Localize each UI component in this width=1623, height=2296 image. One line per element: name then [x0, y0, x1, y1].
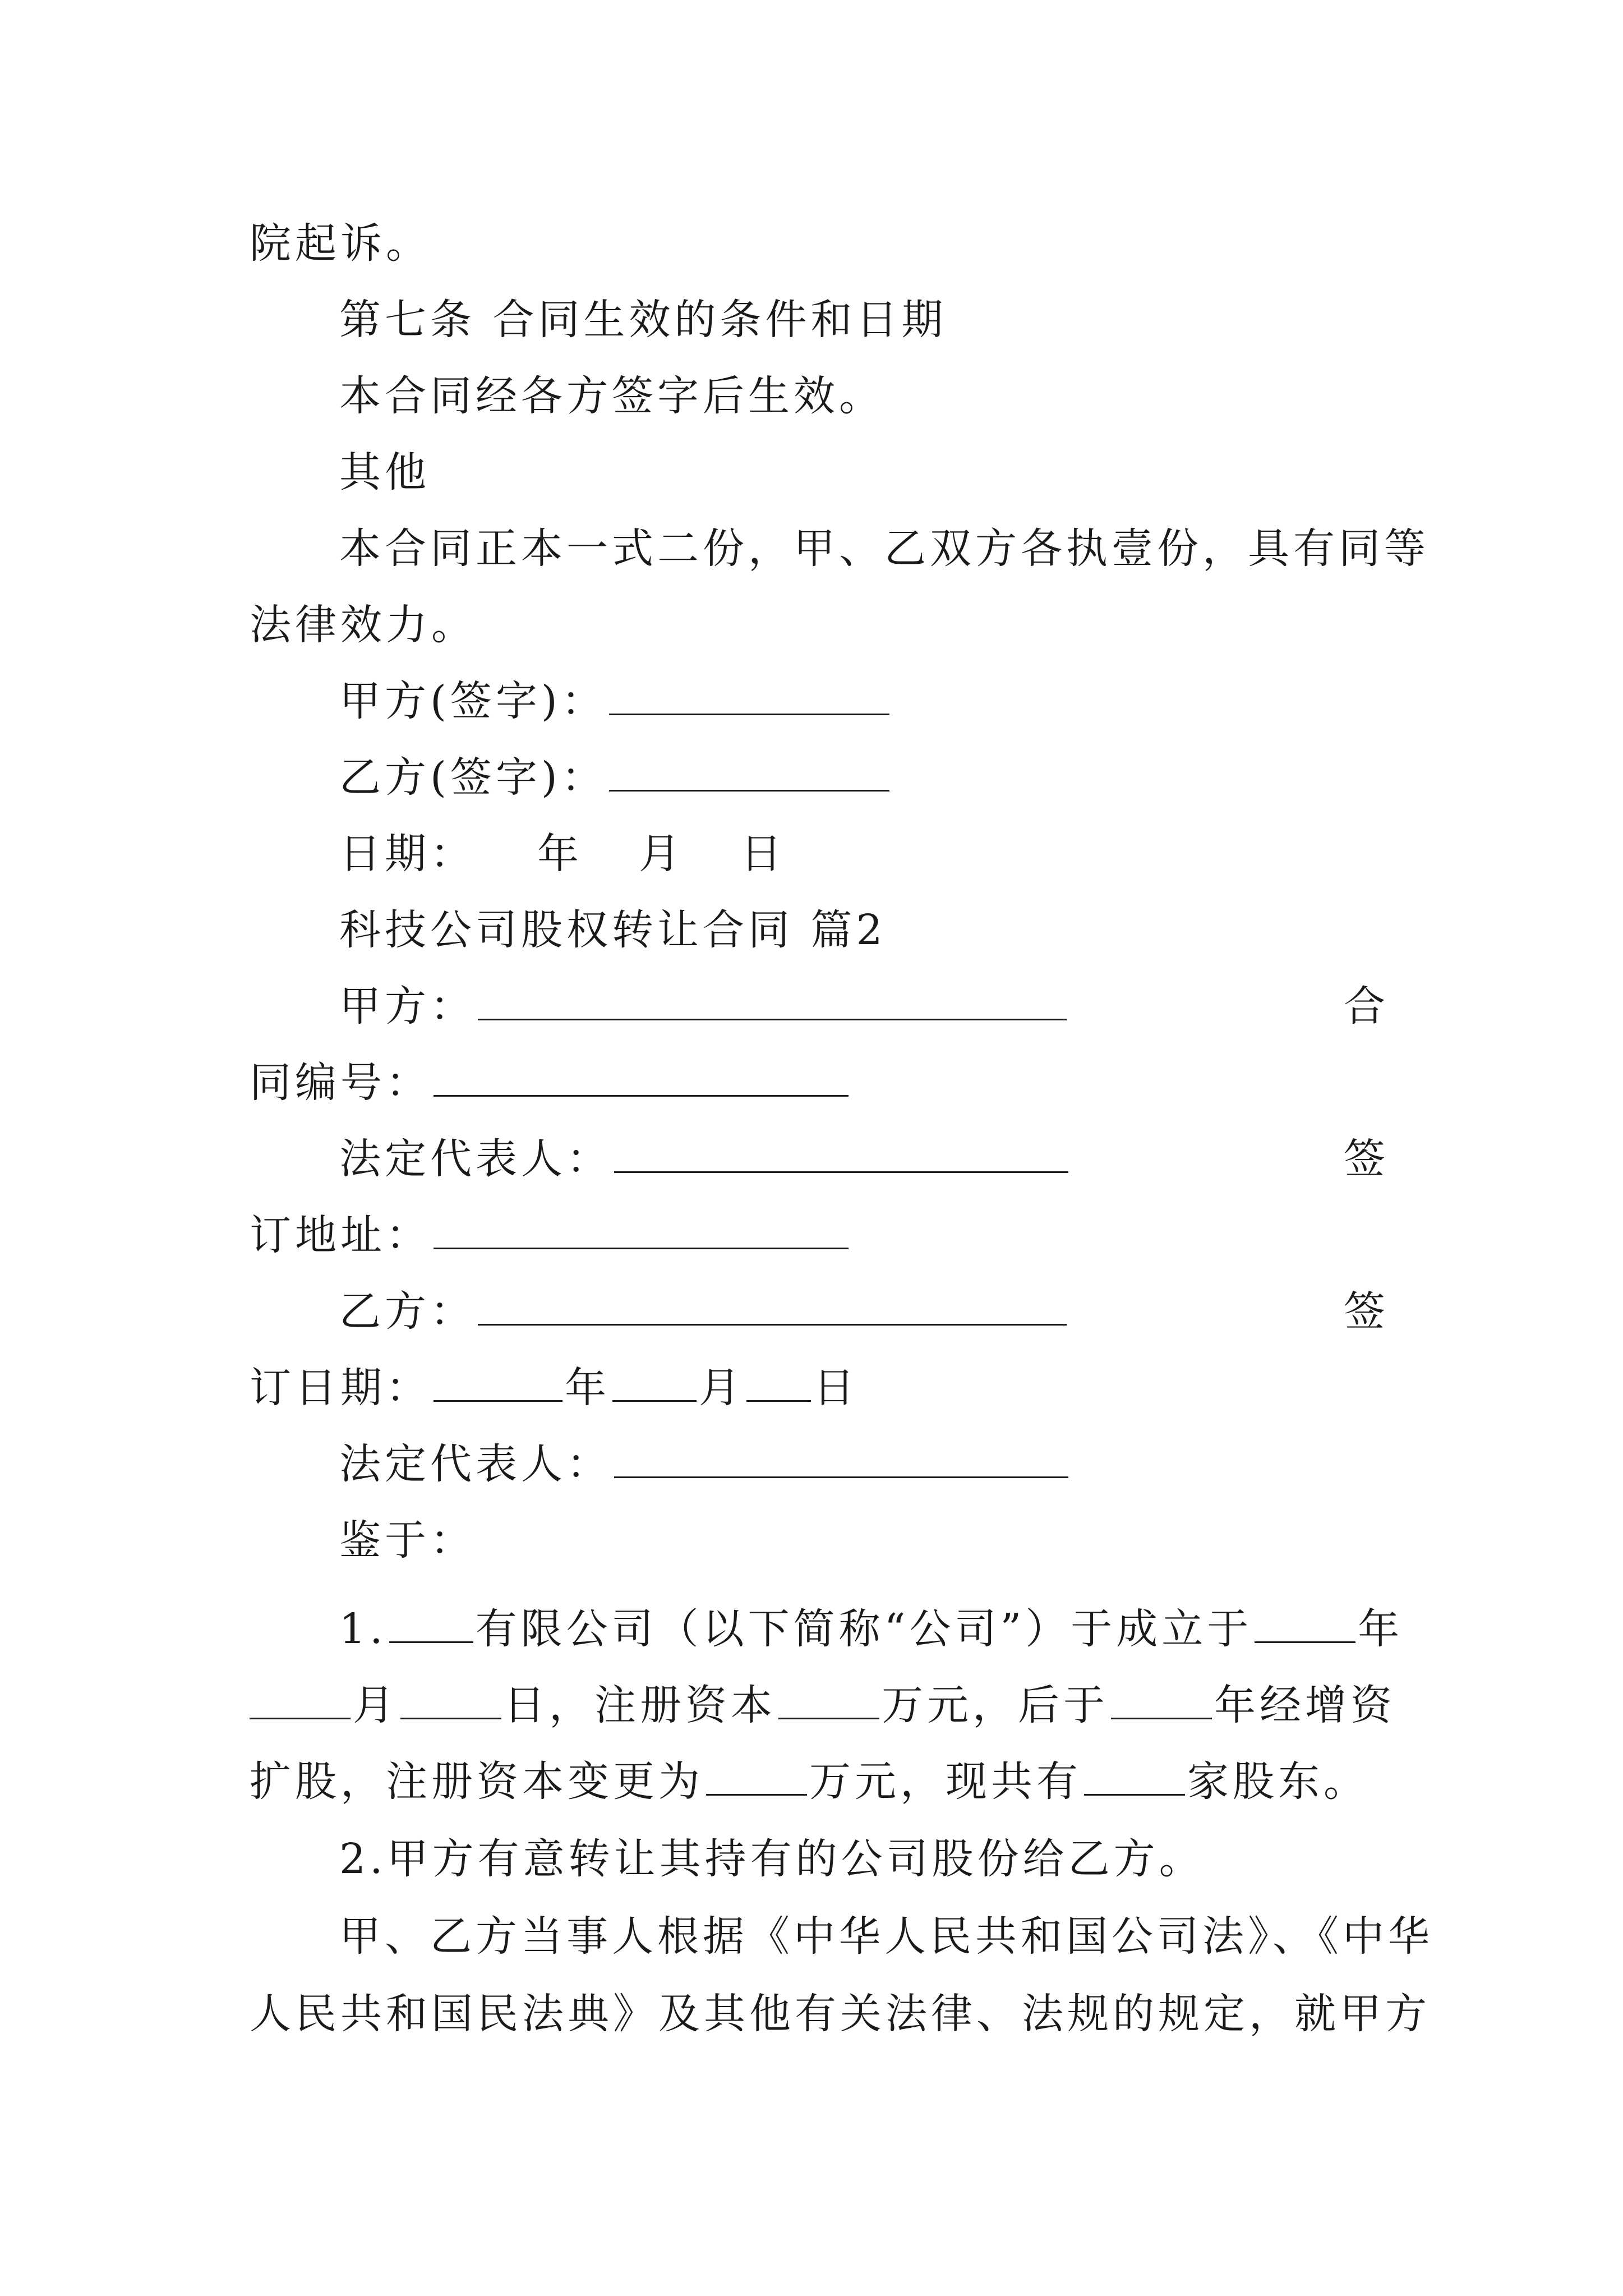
party-a-representative-blank — [614, 1132, 1068, 1173]
text-line: 法律效力。 — [250, 601, 477, 649]
text-line: 甲、乙方当事人根据《中华人民共和国公司法》、《中华 — [339, 1912, 1433, 1961]
capital-unit-text: 万元，后于 — [882, 1681, 1109, 1729]
party-b-label: 乙方： — [339, 1287, 476, 1336]
capital-text: 日，注册资本 — [504, 1681, 776, 1729]
contract-number-line — [250, 1055, 851, 1111]
wrapped-char: 签 — [1344, 1287, 1385, 1336]
company-name-blank — [389, 1602, 473, 1643]
party-b-signature-label: 乙方(签字)： — [339, 753, 607, 802]
contract-number-label: 同编号： — [250, 1059, 431, 1107]
party-b-blank — [478, 1285, 1067, 1326]
founding-year-blank — [1255, 1602, 1355, 1643]
recital-1-continuation — [250, 1677, 1396, 1733]
party-a-label: 甲方： — [339, 982, 476, 1030]
signing-address-label: 订地址： — [250, 1211, 431, 1259]
shareholders-end-text: 家股东。 — [1187, 1757, 1369, 1806]
section-heading: 其他 — [339, 448, 430, 496]
founding-month-label: 月 — [353, 1681, 398, 1729]
recital-1-number: 1. — [339, 1605, 387, 1653]
date-line — [339, 826, 786, 882]
recital-1-text: 有限公司（以下简称“公司”）于成立于 — [475, 1605, 1253, 1653]
changed-capital-blank — [706, 1755, 807, 1796]
recital-2: 2.甲方有意转让其持有的公司股份给乙方。 — [339, 1835, 1205, 1883]
text-line: 人民共和国民法典》及其他有关法律、法规的规定，就甲方 — [250, 1990, 1431, 2038]
shareholders-text: 万元，现共有 — [809, 1757, 1082, 1806]
date-day-label: 日 — [740, 830, 786, 878]
founding-day-blank — [400, 1678, 501, 1719]
signing-date-line — [250, 1360, 859, 1416]
signing-year-blank — [434, 1361, 562, 1402]
contract-number-blank — [434, 1056, 849, 1097]
signing-month-blank — [612, 1361, 697, 1402]
article-heading: 第七条 合同生效的条件和日期 — [339, 296, 947, 344]
date-year-label: 年 — [537, 830, 583, 878]
party-a-blank — [478, 979, 1067, 1020]
party-b-representative-blank — [614, 1437, 1068, 1478]
party-a-representative-line — [339, 1131, 1071, 1187]
changed-capital-text: 扩股，注册资本变更为 — [250, 1757, 704, 1806]
shareholder-count-blank — [1084, 1755, 1185, 1796]
party-b-representative-line — [339, 1436, 1071, 1492]
recitals-heading: 鉴于： — [339, 1516, 476, 1565]
signing-day-label: 日 — [813, 1364, 859, 1412]
founding-month-blank — [250, 1678, 351, 1719]
wrapped-char: 合 — [1344, 982, 1385, 1030]
party-a-line — [339, 978, 1069, 1034]
contract-title: 科技公司股权转让合同 篇2 — [339, 906, 887, 954]
party-b-line — [339, 1283, 1069, 1340]
party-a-signature-blank — [609, 674, 889, 715]
recital-1-year-label: 年 — [1358, 1605, 1404, 1653]
party-a-representative-label: 法定代表人： — [339, 1135, 612, 1183]
recital-1-end — [250, 1754, 1369, 1810]
increase-year-blank — [1111, 1678, 1212, 1719]
signing-day-blank — [746, 1361, 811, 1402]
date-label: 日期： — [339, 830, 476, 878]
recital-1-line — [339, 1601, 1403, 1657]
signing-date-label: 订日期： — [250, 1364, 431, 1412]
increase-text: 年经增资 — [1214, 1681, 1396, 1729]
date-month-label: 月 — [639, 830, 684, 878]
text-line: 本合同经各方签字后生效。 — [339, 372, 884, 420]
party-b-signature-blank — [609, 751, 889, 792]
registered-capital-blank — [778, 1678, 879, 1719]
party-b-representative-label: 法定代表人： — [339, 1440, 612, 1488]
signing-year-label: 年 — [565, 1364, 610, 1412]
signing-address-line — [250, 1207, 851, 1263]
party-a-signature-label: 甲方(签字)： — [339, 677, 607, 725]
text-line: 院起诉。 — [250, 219, 431, 268]
party-a-signature-line — [339, 673, 892, 729]
signing-month-label: 月 — [699, 1364, 744, 1412]
text-line: 本合同正本一式二份，甲、乙双方各执壹份，具有同等 — [339, 524, 1430, 573]
signing-address-blank — [434, 1208, 849, 1249]
wrapped-char: 签 — [1344, 1135, 1385, 1183]
party-b-signature-line — [339, 749, 892, 806]
